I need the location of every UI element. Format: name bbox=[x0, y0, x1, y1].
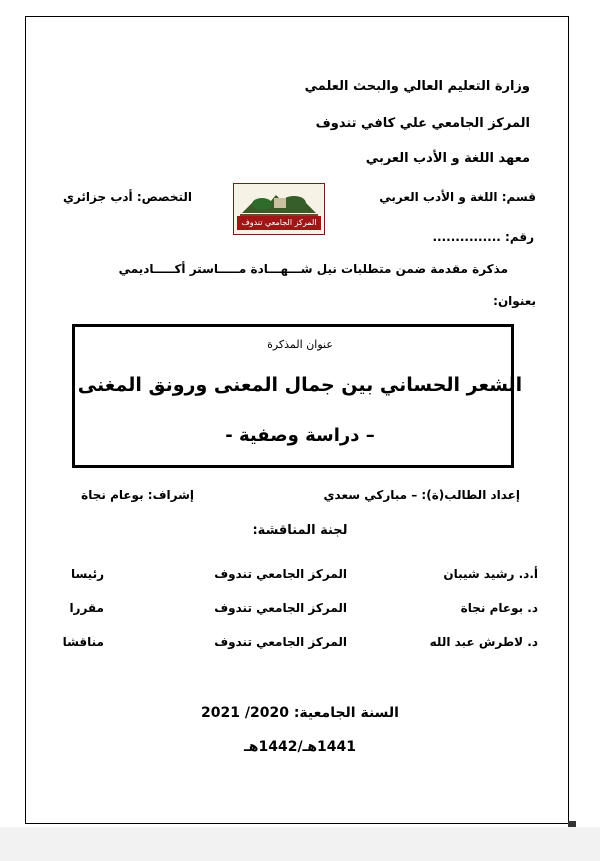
committee-member-institution: المركز الجامعي تندوف bbox=[214, 601, 347, 615]
university-logo bbox=[233, 183, 325, 235]
logo-band-text: المركز الجامعي تندوف bbox=[237, 216, 321, 230]
memo-purpose: مذكرة مقدمة ضمن متطلبات نيل شـــهـــادة مـــــاستر أكـــــاديمي bbox=[118, 262, 508, 276]
department-line: قسم: اللغة و الأدب العربي bbox=[379, 190, 536, 204]
committee-member-role: رئيسا bbox=[70, 567, 104, 581]
viewer-bottom-bar bbox=[0, 827, 600, 861]
ministry-line: وزارة التعليم العالي والبحث العلمي bbox=[304, 79, 530, 94]
university-line: المركز الجامعي علي كافي تندوف bbox=[315, 116, 530, 131]
committee-member-role: مقررا bbox=[69, 601, 104, 615]
title-label: بعنوان: bbox=[493, 294, 536, 308]
supervisor: إشراف: بوعام نجاة bbox=[81, 488, 194, 502]
committee-member-role: مناقشا bbox=[62, 635, 104, 649]
committee-member-institution: المركز الجامعي تندوف bbox=[214, 635, 347, 649]
committee-member-institution: المركز الجامعي تندوف bbox=[214, 567, 347, 581]
institute-line: معهد اللغة و الأدب العربي bbox=[365, 151, 530, 166]
logo-emblem-icon bbox=[238, 187, 320, 217]
thesis-subtitle: – دراسة وصفية - bbox=[225, 425, 375, 446]
hijri-year: 1441هـ/1442هـ bbox=[243, 739, 357, 755]
committee-member-name: أ.د. رشيد شيبان bbox=[443, 567, 538, 581]
committee-heading: لجنة المناقشة: bbox=[252, 523, 348, 538]
prepared-by: إعداد الطالب(ة): – مباركي سعدي bbox=[323, 488, 520, 502]
committee-member-name: د. لاطرش عبد الله bbox=[429, 635, 538, 649]
specialty-line: التخصص: أدب جزائري bbox=[62, 190, 192, 204]
title-caption: عنوان المذكرة bbox=[267, 338, 333, 351]
committee-member-name: د. بوعام نجاة bbox=[460, 601, 538, 615]
academic-year: السنة الجامعية: 2020/ 2021 bbox=[201, 705, 399, 721]
registration-number: رقم: ............... bbox=[432, 230, 534, 244]
thesis-title: الشعر الحساني بين جمال المعنى ورونق المغنى bbox=[77, 374, 523, 396]
